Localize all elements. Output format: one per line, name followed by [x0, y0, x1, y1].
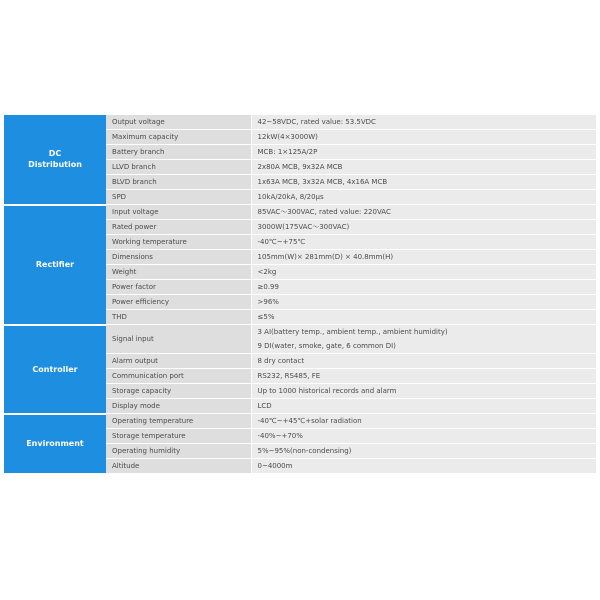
parameter-name: THD: [106, 310, 251, 325]
parameter-value: [251, 130, 596, 145]
parameter-value-line: RS232, RS485, FE: [257, 372, 321, 380]
parameter-value-line: ≥0.99: [257, 283, 279, 291]
parameter-value-line: MCB: 1×125A/2P: [257, 148, 318, 156]
parameter-name: Communication port: [106, 369, 251, 384]
parameter-name: Battery branch: [106, 145, 251, 160]
parameter-value: [251, 265, 596, 280]
parameter-name: Operating temperature: [106, 414, 251, 429]
parameter-value-line: ≤5%: [257, 313, 275, 321]
parameter-value: [251, 235, 596, 250]
parameter-name: Alarm output: [106, 354, 251, 369]
table-row: [4, 115, 596, 130]
parameter-value-line: 1x63A MCB, 3x32A MCB, 4x16A MCB: [257, 178, 388, 186]
parameter-value-line: LCD: [257, 402, 272, 410]
spec-table-body: [4, 115, 596, 474]
parameter-name: Dimensions: [106, 250, 251, 265]
parameter-name: LLVD branch: [106, 160, 251, 175]
parameter-name: Altitude: [106, 459, 251, 474]
parameter-value: [251, 459, 596, 474]
parameter-value: [251, 414, 596, 429]
parameter-value-line: 8 dry contact: [257, 357, 305, 365]
parameter-name: Weight: [106, 265, 251, 280]
parameter-name: Output voltage: [106, 115, 251, 130]
parameter-value: [251, 205, 596, 220]
parameter-value: [251, 175, 596, 190]
parameter-name: Input voltage: [106, 205, 251, 220]
parameter-value-line: <2kg: [257, 268, 277, 276]
parameter-value: [251, 220, 596, 235]
parameter-value: [251, 280, 596, 295]
parameter-name: Storage capacity: [106, 384, 251, 399]
parameter-name: Rated power: [106, 220, 251, 235]
parameter-name: Power efficiency: [106, 295, 251, 310]
parameter-value-line: -40%~+70%: [257, 432, 303, 440]
parameter-value: [251, 145, 596, 160]
parameter-name: Display mode: [106, 399, 251, 414]
parameter-value: [251, 115, 596, 130]
parameter-value: [251, 310, 596, 325]
category-label-line: DC: [48, 149, 62, 159]
parameter-value-line: 9 DI(water, smoke, gate, 6 common DI): [257, 342, 396, 350]
parameter-value: [251, 429, 596, 444]
table-row: [4, 414, 596, 429]
parameter-value-line: 10kA/20kA, 8/20μs: [257, 193, 324, 201]
parameter-value-line: 3000W(175VAC～300VAC): [257, 223, 350, 231]
parameter-value-line: 12kW(4×3000W): [257, 133, 318, 141]
parameter-value-line: Up to 1000 historical records and alarm: [257, 387, 397, 395]
parameter-name: Maximum capacity: [106, 130, 251, 145]
parameter-name: Operating humidity: [106, 444, 251, 459]
parameter-name: Signal input: [106, 325, 251, 354]
category-label-line: Rectifier: [35, 260, 75, 269]
category-label-line: Distribution: [28, 160, 82, 170]
parameter-value: [251, 190, 596, 205]
parameter-value: [251, 160, 596, 175]
category-label-line: Environment: [26, 439, 84, 448]
parameter-name: Power factor: [106, 280, 251, 295]
parameter-value-line: 5%~95%(non-condensing): [257, 447, 352, 455]
parameter-value: [251, 384, 596, 399]
parameter-value-line: 42~58VDC, rated value: 53.5VDC: [257, 118, 376, 126]
parameter-name: BLVD branch: [106, 175, 251, 190]
parameter-value: [251, 399, 596, 414]
spec-table: [4, 115, 596, 475]
parameter-value-line: >96%: [257, 298, 279, 306]
parameter-value: [251, 354, 596, 369]
parameter-name: SPD: [106, 190, 251, 205]
category-label: [4, 414, 106, 474]
parameter-value: [251, 325, 596, 354]
parameter-name: Storage temperature: [106, 429, 251, 444]
category-label-line: Controller: [32, 364, 78, 374]
table-row: [4, 205, 596, 220]
parameter-value-line: 85VAC～300VAC, rated value: 220VAC: [257, 208, 391, 216]
category-label: [4, 115, 106, 205]
parameter-value-line: -40℃~+75℃: [257, 238, 306, 246]
parameter-value-line: 105mm(W)× 281mm(D) × 40.8mm(H): [257, 253, 394, 261]
parameter-value: [251, 444, 596, 459]
parameter-value: [251, 369, 596, 384]
category-label: [4, 325, 106, 414]
parameter-value: [251, 250, 596, 265]
parameter-value-line: 0~4000m: [257, 462, 293, 470]
parameter-value-line: 2x80A MCB, 9x32A MCB: [257, 163, 343, 171]
parameter-value-line: 3 AI(battery temp., ambient temp., ambient humidity): [257, 328, 448, 336]
parameter-value: [251, 295, 596, 310]
category-label: [4, 205, 106, 325]
table-row: [4, 325, 596, 354]
parameter-value-line: -40℃~+45℃+solar radiation: [257, 417, 362, 425]
parameter-name: Working temperature: [106, 235, 251, 250]
